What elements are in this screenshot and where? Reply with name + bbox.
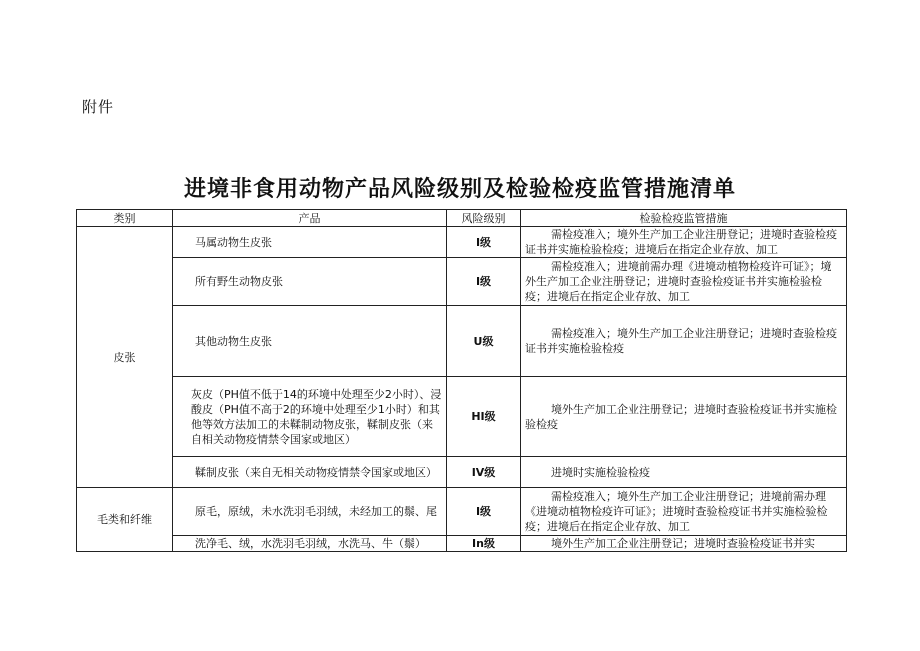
- product-cell: 马属动物生皮张: [173, 227, 447, 258]
- table-row: [77, 536, 847, 552]
- product-cell: 原毛，原绒，未水洗羽毛羽绒，未经加工的鬃、尾: [173, 488, 447, 536]
- risk-level-cell: In级: [447, 536, 521, 552]
- risk-level-cell: I级: [447, 227, 521, 258]
- measures-cell: 需检疫准入；境外生产加工企业注册登记；进境时查验检疫证书并实施检验检疫；进境后在指定企业存放、加工: [521, 227, 847, 258]
- table-row: [77, 488, 847, 536]
- product-cell: 其他动物生皮张: [173, 306, 447, 377]
- risk-level-cell: HI级: [447, 377, 521, 457]
- header-measures: 检验检疫监管措施: [521, 210, 847, 227]
- table-row: [77, 377, 847, 457]
- risk-level-cell: IV级: [447, 457, 521, 488]
- measures-cell: 境外生产加工企业注册登记；进境时查验检疫证书并实施检验检疫: [521, 377, 847, 457]
- document-title: 进境非食用动物产品风险级别及检验检疫监管措施清单: [183, 177, 736, 202]
- risk-level-cell: I级: [447, 258, 521, 306]
- risk-level-table: [76, 209, 847, 552]
- header-risk-level: 风险级别: [447, 210, 521, 227]
- measures-cell: 境外生产加工企业注册登记；进境时查验检疫证书并实: [521, 536, 847, 552]
- product-cell: 所有野生动物皮张: [173, 258, 447, 306]
- risk-level-cell: U级: [447, 306, 521, 377]
- table-header-row: [77, 210, 847, 227]
- table-row: [77, 306, 847, 377]
- product-cell: 灰皮（PH值不低于14的环境中处理至少2小时）、浸酸皮（PH值不高于2的环境中处理至少1小时）和其他等效方法加工的未鞣制动物皮张，鞣制皮张（来自相关动物疫情禁令国家或地区）: [173, 377, 447, 457]
- measures-cell: 需检疫准入；境外生产加工企业注册登记；进境前需办理《进境动植物检疫许可证》；进境时查验检疫证书并实施检验检疫；进境后在指定企业存放、加工: [521, 488, 847, 536]
- product-cell: 洗净毛、绒，水洗羽毛羽绒，水洗马、牛（鬃）: [173, 536, 447, 552]
- header-product: 产品: [173, 210, 447, 227]
- measures-cell: 进境时实施检验检疫: [521, 457, 847, 488]
- attachment-label: 附件: [82, 98, 115, 116]
- table-row: [77, 227, 847, 258]
- measures-cell: 需检疫准入；境外生产加工企业注册登记；进境时查验检疫证书并实施检验检疫: [521, 306, 847, 377]
- table-row: [77, 457, 847, 488]
- category-cell: 皮张: [77, 227, 173, 488]
- measures-cell: 需检疫准入；进境前需办理《进境动植物检疫许可证》；境外生产加工企业注册登记；进境时查验检疫证书并实施检验检疫；进境后在指定企业存放、加工: [521, 258, 847, 306]
- product-cell: 鞣制皮张（来自无相关动物疫情禁令国家或地区）: [173, 457, 447, 488]
- header-category: 类别: [77, 210, 173, 227]
- table-row: [77, 258, 847, 306]
- risk-level-cell: I级: [447, 488, 521, 536]
- category-cell: 毛类和纤维: [77, 488, 173, 552]
